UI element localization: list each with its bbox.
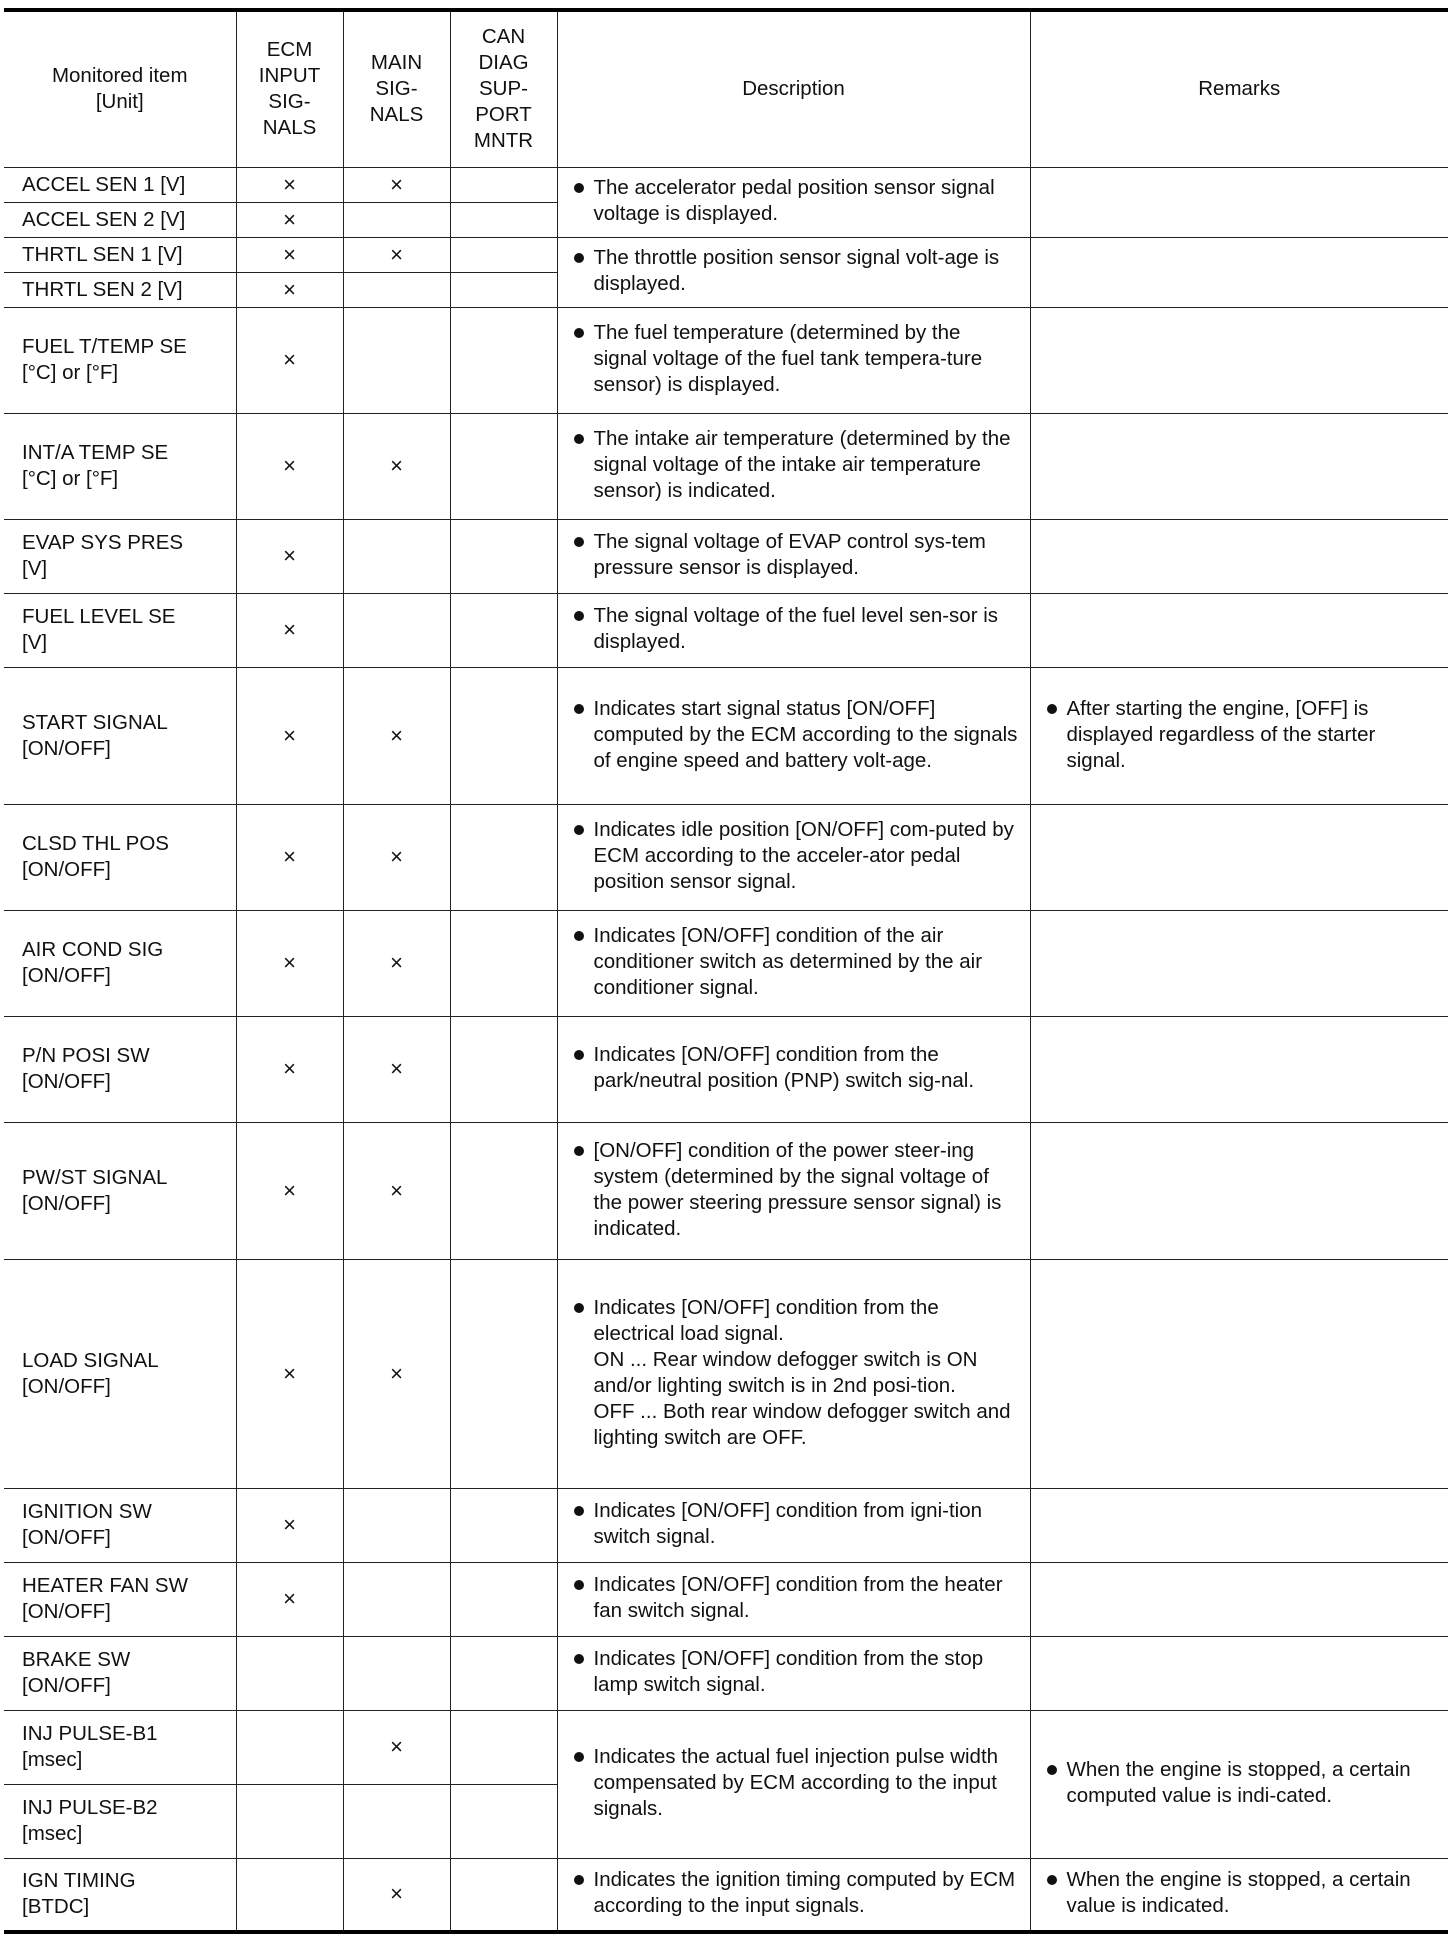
- remarks-cell: [1030, 910, 1448, 1016]
- bullet-text: When the engine is stopped, a certain computed value is indi-cated.: [1066, 1758, 1411, 1808]
- item-cell: FUEL LEVEL SE [V]: [4, 593, 236, 667]
- main-mark: [343, 272, 450, 307]
- ecm-mark: [236, 1636, 343, 1710]
- header-monitored-item: Monitored item [Unit]: [4, 10, 236, 167]
- description-cell: [557, 1636, 1030, 1710]
- bullet-dot-icon: [1047, 1765, 1057, 1775]
- description-cell: [557, 237, 1030, 307]
- main-mark: [343, 202, 450, 237]
- remarks-cell: [1030, 1488, 1448, 1562]
- remarks-cell: [1030, 593, 1448, 667]
- bullet-dot-icon: [574, 183, 584, 193]
- ecm-mark: ×: [236, 202, 343, 237]
- item-cell: THRTL SEN 2 [V]: [4, 272, 236, 307]
- bullet-dot-icon: [574, 434, 584, 444]
- bullet-dot-icon: [574, 825, 584, 835]
- bullet-item: [572, 1138, 1020, 1242]
- description-cell: [557, 1710, 1030, 1858]
- remarks-cell: [1030, 667, 1448, 804]
- description-cell: [557, 804, 1030, 910]
- can-mark: [450, 1858, 557, 1932]
- header-ecm-input-signals: ECM INPUT SIG- NALS: [236, 10, 343, 167]
- bullet-dot-icon: [1047, 704, 1057, 714]
- ecm-mark: ×: [236, 593, 343, 667]
- item-cell: CLSD THL POS [ON/OFF]: [4, 804, 236, 910]
- main-mark: [343, 1562, 450, 1636]
- bullet-text: The intake air temperature (determined by the signal voltage of the intake air temperature sensor) is indicated.: [593, 427, 1011, 503]
- item-cell: IGN TIMING [BTDC]: [4, 1858, 236, 1932]
- can-mark: [450, 519, 557, 593]
- bullet-item: [572, 923, 1020, 1001]
- bullet-dot-icon: [574, 1303, 584, 1313]
- ecm-mark: [236, 1710, 343, 1784]
- item-cell: THRTL SEN 1 [V]: [4, 237, 236, 272]
- table-row: [4, 1858, 1448, 1932]
- remarks-cell: [1030, 1122, 1448, 1259]
- remarks-cell: [1030, 1016, 1448, 1122]
- ecm-mark: ×: [236, 1016, 343, 1122]
- ecm-mark: ×: [236, 1562, 343, 1636]
- monitored-items-table: [4, 8, 1448, 1934]
- bullet-dot-icon: [574, 704, 584, 714]
- bullet-text: When the engine is stopped, a certain value is indicated.: [1066, 1868, 1411, 1918]
- bullet-text: Indicates the ignition timing computed by ECM according to the input signals.: [593, 1868, 1016, 1918]
- ecm-mark: ×: [236, 272, 343, 307]
- item-cell: ACCEL SEN 1 [V]: [4, 167, 236, 202]
- item-cell: BRAKE SW [ON/OFF]: [4, 1636, 236, 1710]
- ecm-mark: ×: [236, 804, 343, 910]
- main-mark: [343, 1784, 450, 1858]
- item-cell: EVAP SYS PRES [V]: [4, 519, 236, 593]
- description-cell: [557, 1016, 1030, 1122]
- bullet-dot-icon: [1047, 1875, 1057, 1885]
- remarks-cell: [1030, 1562, 1448, 1636]
- description-cell: [557, 1562, 1030, 1636]
- ecm-mark: [236, 1784, 343, 1858]
- item-cell: START SIGNAL [ON/OFF]: [4, 667, 236, 804]
- item-cell: PW/ST SIGNAL [ON/OFF]: [4, 1122, 236, 1259]
- can-mark: [450, 804, 557, 910]
- main-mark: ×: [343, 167, 450, 202]
- bullet-dot-icon: [574, 1050, 584, 1060]
- bullet-item: [572, 696, 1020, 774]
- ecm-mark: ×: [236, 519, 343, 593]
- description-cell: [557, 413, 1030, 519]
- can-mark: [450, 593, 557, 667]
- table-row: [4, 1016, 1448, 1122]
- header-main-signals: MAIN SIG- NALS: [343, 10, 450, 167]
- table-row: [4, 413, 1448, 519]
- bullet-item: [572, 1646, 1020, 1698]
- can-mark: [450, 1259, 557, 1488]
- bullet-text: Indicates idle position [ON/OFF] com-puted by ECM according to the acceler-ator pedal position sensor signal.: [593, 818, 1014, 894]
- table-row: [4, 1562, 1448, 1636]
- bullet-item: [572, 175, 1020, 227]
- main-mark: ×: [343, 1710, 450, 1784]
- table-row: [4, 1259, 1448, 1488]
- bullet-text: The fuel temperature (determined by the signal voltage of the fuel tank tempera-ture sensor) is displayed.: [593, 321, 983, 397]
- can-mark: [450, 167, 557, 202]
- main-mark: ×: [343, 1259, 450, 1488]
- can-mark: [450, 1488, 557, 1562]
- description-cell: [557, 307, 1030, 413]
- ecm-mark: ×: [236, 910, 343, 1016]
- main-mark: [343, 519, 450, 593]
- can-mark: [450, 1562, 557, 1636]
- bullet-item: [572, 1572, 1020, 1624]
- can-mark: [450, 1784, 557, 1858]
- bullet-item: [1045, 696, 1439, 774]
- bullet-item: [572, 245, 1020, 297]
- can-mark: [450, 307, 557, 413]
- can-mark: [450, 202, 557, 237]
- item-cell: INJ PULSE-B2 [msec]: [4, 1784, 236, 1858]
- bullet-item: [572, 1295, 1020, 1451]
- bullet-text: The throttle position sensor signal volt-age is displayed.: [593, 246, 1000, 296]
- bullet-text: Indicates [ON/OFF] condition from the park/neutral position (PNP) switch sig-nal.: [593, 1043, 975, 1093]
- ecm-mark: ×: [236, 1488, 343, 1562]
- bullet-item: [572, 1744, 1020, 1822]
- main-mark: ×: [343, 1858, 450, 1932]
- table-row: [4, 1636, 1448, 1710]
- bullet-text: The accelerator pedal position sensor signal voltage is displayed.: [593, 176, 995, 226]
- can-mark: [450, 413, 557, 519]
- can-mark: [450, 1122, 557, 1259]
- remarks-cell: [1030, 804, 1448, 910]
- description-cell: [557, 1259, 1030, 1488]
- bullet-dot-icon: [574, 1146, 584, 1156]
- item-cell: INT/A TEMP SE [°C] or [°F]: [4, 413, 236, 519]
- main-mark: ×: [343, 1016, 450, 1122]
- remarks-cell: [1030, 1858, 1448, 1932]
- remarks-cell: [1030, 1636, 1448, 1710]
- bullet-dot-icon: [574, 1752, 584, 1762]
- bullet-dot-icon: [574, 537, 584, 547]
- description-cell: [557, 519, 1030, 593]
- table-header-row: [4, 10, 1448, 167]
- bullet-text: Indicates [ON/OFF] condition of the air conditioner switch as determined by the air conditioner signal.: [593, 924, 983, 1000]
- table-row: [4, 804, 1448, 910]
- table-row: [4, 667, 1448, 804]
- ecm-mark: ×: [236, 237, 343, 272]
- bullet-text: After starting the engine, [OFF] is displayed regardless of the starter signal.: [1066, 696, 1376, 772]
- ecm-mark: ×: [236, 1122, 343, 1259]
- bullet-item: [572, 1867, 1020, 1919]
- bullet-text: The signal voltage of EVAP control sys-tem pressure sensor is displayed.: [593, 530, 986, 580]
- main-mark: [343, 593, 450, 667]
- table-row: [4, 593, 1448, 667]
- main-mark: [343, 1636, 450, 1710]
- remarks-cell: [1030, 1259, 1448, 1488]
- ecm-mark: ×: [236, 167, 343, 202]
- item-cell: FUEL T/TEMP SE [°C] or [°F]: [4, 307, 236, 413]
- table-row: [4, 519, 1448, 593]
- bullet-dot-icon: [574, 253, 584, 263]
- bullet-text: The signal voltage of the fuel level sen-sor is displayed.: [593, 604, 999, 654]
- description-cell: [557, 167, 1030, 237]
- bullet-dot-icon: [574, 1580, 584, 1590]
- header-can-diag-support-mntr: CAN DIAG SUP- PORT MNTR: [450, 10, 557, 167]
- bullet-item: [572, 529, 1020, 581]
- item-cell: HEATER FAN SW [ON/OFF]: [4, 1562, 236, 1636]
- bullet-dot-icon: [574, 328, 584, 338]
- item-cell: LOAD SIGNAL [ON/OFF]: [4, 1259, 236, 1488]
- bullet-item: [572, 1042, 1020, 1094]
- item-cell: IGNITION SW [ON/OFF]: [4, 1488, 236, 1562]
- remarks-cell: [1030, 307, 1448, 413]
- main-mark: ×: [343, 804, 450, 910]
- bullet-dot-icon: [574, 931, 584, 941]
- header-remarks: Remarks: [1030, 10, 1448, 167]
- table-row: [4, 307, 1448, 413]
- bullet-text: Indicates [ON/OFF] condition from igni-tion switch signal.: [593, 1499, 983, 1549]
- bullet-item: [572, 603, 1020, 655]
- main-mark: ×: [343, 1122, 450, 1259]
- table-row: [4, 1122, 1448, 1259]
- bullet-text: Indicates start signal status [ON/OFF] computed by the ECM according to the signals of engine speed and battery volt-age.: [593, 696, 1018, 772]
- item-cell: AIR COND SIG [ON/OFF]: [4, 910, 236, 1016]
- remarks-cell: [1030, 237, 1448, 307]
- bullet-dot-icon: [574, 1875, 584, 1885]
- can-mark: [450, 910, 557, 1016]
- remarks-cell: [1030, 519, 1448, 593]
- main-mark: ×: [343, 237, 450, 272]
- remarks-cell: [1030, 413, 1448, 519]
- bullet-dot-icon: [574, 1506, 584, 1516]
- bullet-dot-icon: [574, 1654, 584, 1664]
- ecm-mark: ×: [236, 667, 343, 804]
- bullet-item: [572, 1498, 1020, 1550]
- can-mark: [450, 1636, 557, 1710]
- ecm-mark: [236, 1858, 343, 1932]
- main-mark: ×: [343, 667, 450, 804]
- description-cell: [557, 1858, 1030, 1932]
- description-cell: [557, 667, 1030, 804]
- description-cell: [557, 1488, 1030, 1562]
- bullet-text: Indicates [ON/OFF] condition from the electrical load signal. ON ... Rear window defogger switch is ON and/or lighting switch is in 2nd posi-tion. OFF ... Both rear window defogger switch and lighting switch are OFF.: [593, 1295, 1011, 1449]
- table-row: [4, 237, 1448, 272]
- can-mark: [450, 667, 557, 804]
- monitor-table-page: [4, 8, 1448, 1934]
- bullet-item: [1045, 1867, 1439, 1919]
- can-mark: [450, 237, 557, 272]
- bullet-dot-icon: [574, 611, 584, 621]
- main-mark: ×: [343, 413, 450, 519]
- bullet-text: Indicates [ON/OFF] condition from the stop lamp switch signal.: [593, 1647, 984, 1697]
- ecm-mark: ×: [236, 413, 343, 519]
- can-mark: [450, 1016, 557, 1122]
- description-cell: [557, 1122, 1030, 1259]
- main-mark: [343, 1488, 450, 1562]
- header-description: Description: [557, 10, 1030, 167]
- ecm-mark: ×: [236, 1259, 343, 1488]
- main-mark: ×: [343, 910, 450, 1016]
- main-mark: [343, 307, 450, 413]
- bullet-text: Indicates the actual fuel injection pulse width compensated by ECM according to the input signals.: [593, 1745, 999, 1821]
- can-mark: [450, 1710, 557, 1784]
- table-row: [4, 910, 1448, 1016]
- bullet-item: [572, 320, 1020, 398]
- item-cell: INJ PULSE-B1 [msec]: [4, 1710, 236, 1784]
- item-cell: ACCEL SEN 2 [V]: [4, 202, 236, 237]
- description-cell: [557, 910, 1030, 1016]
- bullet-item: [572, 817, 1020, 895]
- bullet-item: [1045, 1757, 1439, 1809]
- table-row: [4, 1488, 1448, 1562]
- bullet-text: Indicates [ON/OFF] condition from the heater fan switch signal.: [593, 1573, 1003, 1623]
- bullet-text: [ON/OFF] condition of the power steer-ing system (determined by the signal voltage of the power steering pressure sensor signal) is indicated.: [593, 1138, 1002, 1240]
- description-cell: [557, 593, 1030, 667]
- table-row: [4, 167, 1448, 202]
- ecm-mark: ×: [236, 307, 343, 413]
- item-cell: P/N POSI SW [ON/OFF]: [4, 1016, 236, 1122]
- bullet-item: [572, 426, 1020, 504]
- remarks-cell: [1030, 1710, 1448, 1858]
- remarks-cell: [1030, 167, 1448, 237]
- table-row: [4, 1710, 1448, 1784]
- can-mark: [450, 272, 557, 307]
